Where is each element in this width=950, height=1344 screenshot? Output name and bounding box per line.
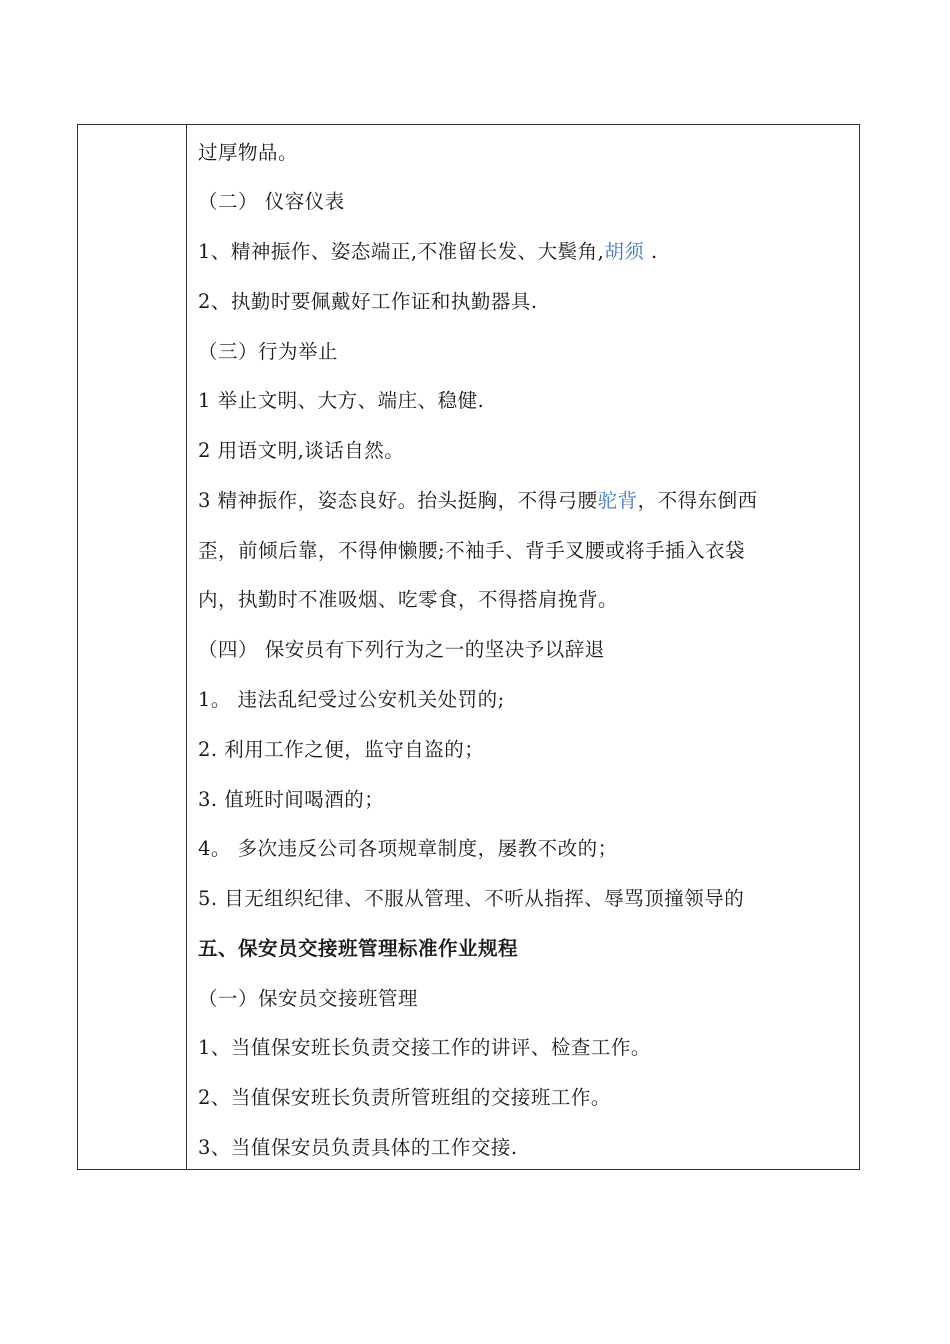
paragraph-line: 2、执勤时要佩戴好工作证和执勤器具. bbox=[198, 290, 538, 313]
chapter-heading: 五、保安员交接班管理标准作业规程 bbox=[198, 937, 519, 960]
paragraph-line: 1、精神振作、姿态端正,不准留长发、大鬓角,胡须 . bbox=[198, 240, 658, 263]
link-beard[interactable]: 胡须 bbox=[604, 240, 645, 263]
paragraph-line: 3 精神振作，姿态良好。抬头挺胸，不得弓腰驼背，不得东倒西 bbox=[198, 489, 758, 512]
section-heading-conduct: （三）行为举止 bbox=[198, 340, 339, 363]
paragraph-line: 2、当值保安班长负责所管班组的交接班工作。 bbox=[198, 1086, 611, 1109]
paragraph-line: 5. 目无组织纪律、不服从管理、不听从指挥、辱骂顶撞领导的 bbox=[198, 887, 745, 910]
paragraph-line: 内，执勤时不准吸烟、吃零食，不得搭肩挽背。 bbox=[198, 588, 619, 611]
paragraph-line: 过厚物品。 bbox=[198, 141, 299, 164]
section-heading-appearance: （二） 仪容仪表 bbox=[198, 190, 345, 213]
paragraph-line: 2. 利用工作之便，监守自盗的； bbox=[198, 738, 485, 761]
paragraph-line: 3. 值班时间喝酒的； bbox=[198, 788, 385, 811]
paragraph-line: 3、当值保安员负责具体的工作交接. bbox=[198, 1136, 518, 1159]
link-hunchback[interactable]: 驼背 bbox=[597, 489, 638, 512]
paragraph-line: 歪，前倾后靠，不得伸懒腰;不袖手、背手叉腰或将手插入衣袋 bbox=[198, 539, 746, 562]
section-heading-dismissal: （四） 保安员有下列行为之一的坚决予以辞退 bbox=[198, 638, 605, 661]
paragraph-line: 1、当值保安班长负责交接工作的讲评、检查工作。 bbox=[198, 1036, 651, 1059]
paragraph-line: 2 用语文明,谈话自然。 bbox=[198, 439, 405, 462]
section-heading-handover: （一）保安员交接班管理 bbox=[198, 987, 419, 1010]
table-content-cell bbox=[187, 125, 859, 1169]
document-table bbox=[77, 124, 860, 1170]
paragraph-line: 4。 多次违反公司各项规章制度，屡教不改的； bbox=[198, 837, 618, 860]
paragraph-line: 1。 违法乱纪受过公安机关处罚的; bbox=[198, 688, 505, 711]
paragraph-line: 1 举止文明、大方、端庄、稳健. bbox=[198, 389, 485, 412]
table-left-cell bbox=[78, 125, 187, 1169]
